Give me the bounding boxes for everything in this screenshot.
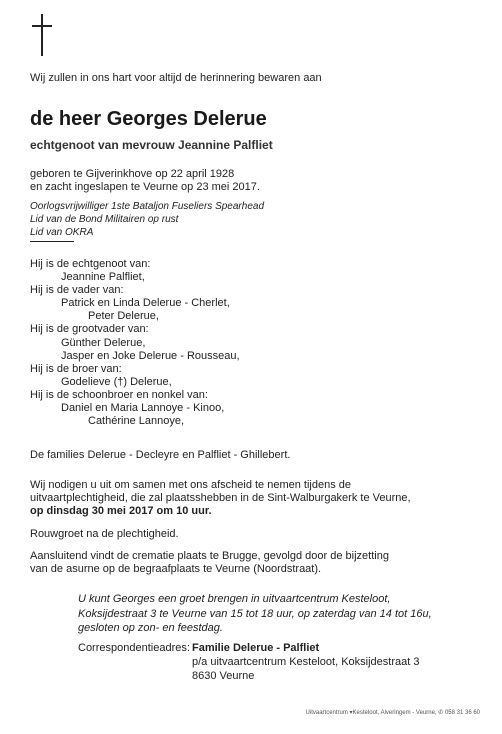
role-line: Lid van de Bond Militairen op rust [30,214,179,225]
correspondence-address: p/a uitvaartcentrum Kesteloot, Koksijdestraat 3 [192,656,420,668]
family-member: Günther Delerue, [61,336,146,349]
cross-icon [30,14,54,56]
correspondence-address: 8630 Veurne [192,670,255,682]
visit-line: Koksijdestraat 3 te Veurne van 15 tot 18 uur, op zaterdag van 14 tot 16u, [78,607,432,620]
funeral-home-footer: Uitvaartcentrum ▾Kesteloot, Alveringem - Veurne, ✆ 058 31 36 60 [305,710,480,716]
intro-text: Wij zullen in ons hart voor altijd de herinnering bewaren aan [30,72,322,84]
cremation-line: van de asurne op de begraafplaats te Veurne (Noordstraat). [30,563,322,575]
death-line: en zacht ingeslapen te Veurne op 23 mei 2017. [30,181,260,193]
family-member: Godelieve (†) Delerue, [61,375,172,388]
rouwgroet-line: Rouwgroet na de plechtigheid. [30,528,179,540]
cremation-line: Aansluitend vindt de crematie plaats te Brugge, gevolgd door de bijzetting [30,550,389,562]
family-heading: Hij is de schoonbroer en nonkel van: [30,388,208,401]
family-heading: Hij is de vader van: [30,284,124,297]
invitation-line: Wij nodigen u uit om samen met ons afscheid te nemen tijdens de [30,479,352,491]
role-line: Oorlogsvrijwilliger 1ste Bataljon Fuseliers Spearhead [30,201,264,212]
correspondence-label: Correspondentieadres: [78,642,190,654]
family-member: Patrick en Linda Delerue - Cherlet, [61,297,230,310]
correspondence-name: Familie Delerue - Palfliet [192,642,320,654]
family-member: Daniel en Maria Lannoye - Kinoo, [61,402,225,415]
family-member: Cathérine Lannoye, [88,415,185,428]
family-member: Jasper en Joke Delerue - Rousseau, [61,349,240,362]
visit-info [78,592,432,636]
invitation-line: uitvaartplechtigheid, die zal plaatsshebben in de Sint-Walburgakerk te Veurne, [30,492,411,504]
family-member: Jeannine Palfliet, [61,271,145,284]
deceased-name: de heer Georges Delerue [30,108,267,130]
birth-line: geboren te Gijverinkhove op 22 april 1928 [30,168,235,180]
family-heading: Hij is de echtgenoot van: [30,258,151,270]
family-heading: Hij is de grootvader van: [30,323,149,336]
families-line: De families Delerue - Decleyre en Palfliet - Ghillebert. [30,449,291,461]
role-line: Lid van OKRA [30,227,94,238]
divider [30,241,74,242]
correspondence-block [78,641,419,683]
family-member: Peter Delerue, [88,310,159,323]
family-list [30,258,240,428]
invitation-date: op dinsdag 30 mei 2017 om 10 uur. [30,505,212,517]
visit-line: gesloten op zon- en feestdag. [78,622,223,634]
family-heading: Hij is de broer van: [30,362,122,375]
visit-line: U kunt Georges een groet brengen in uitvaartcentrum Kesteloot, [78,593,391,605]
spouse-line: echtgenoot van mevrouw Jeannine Palfliet [30,138,273,152]
